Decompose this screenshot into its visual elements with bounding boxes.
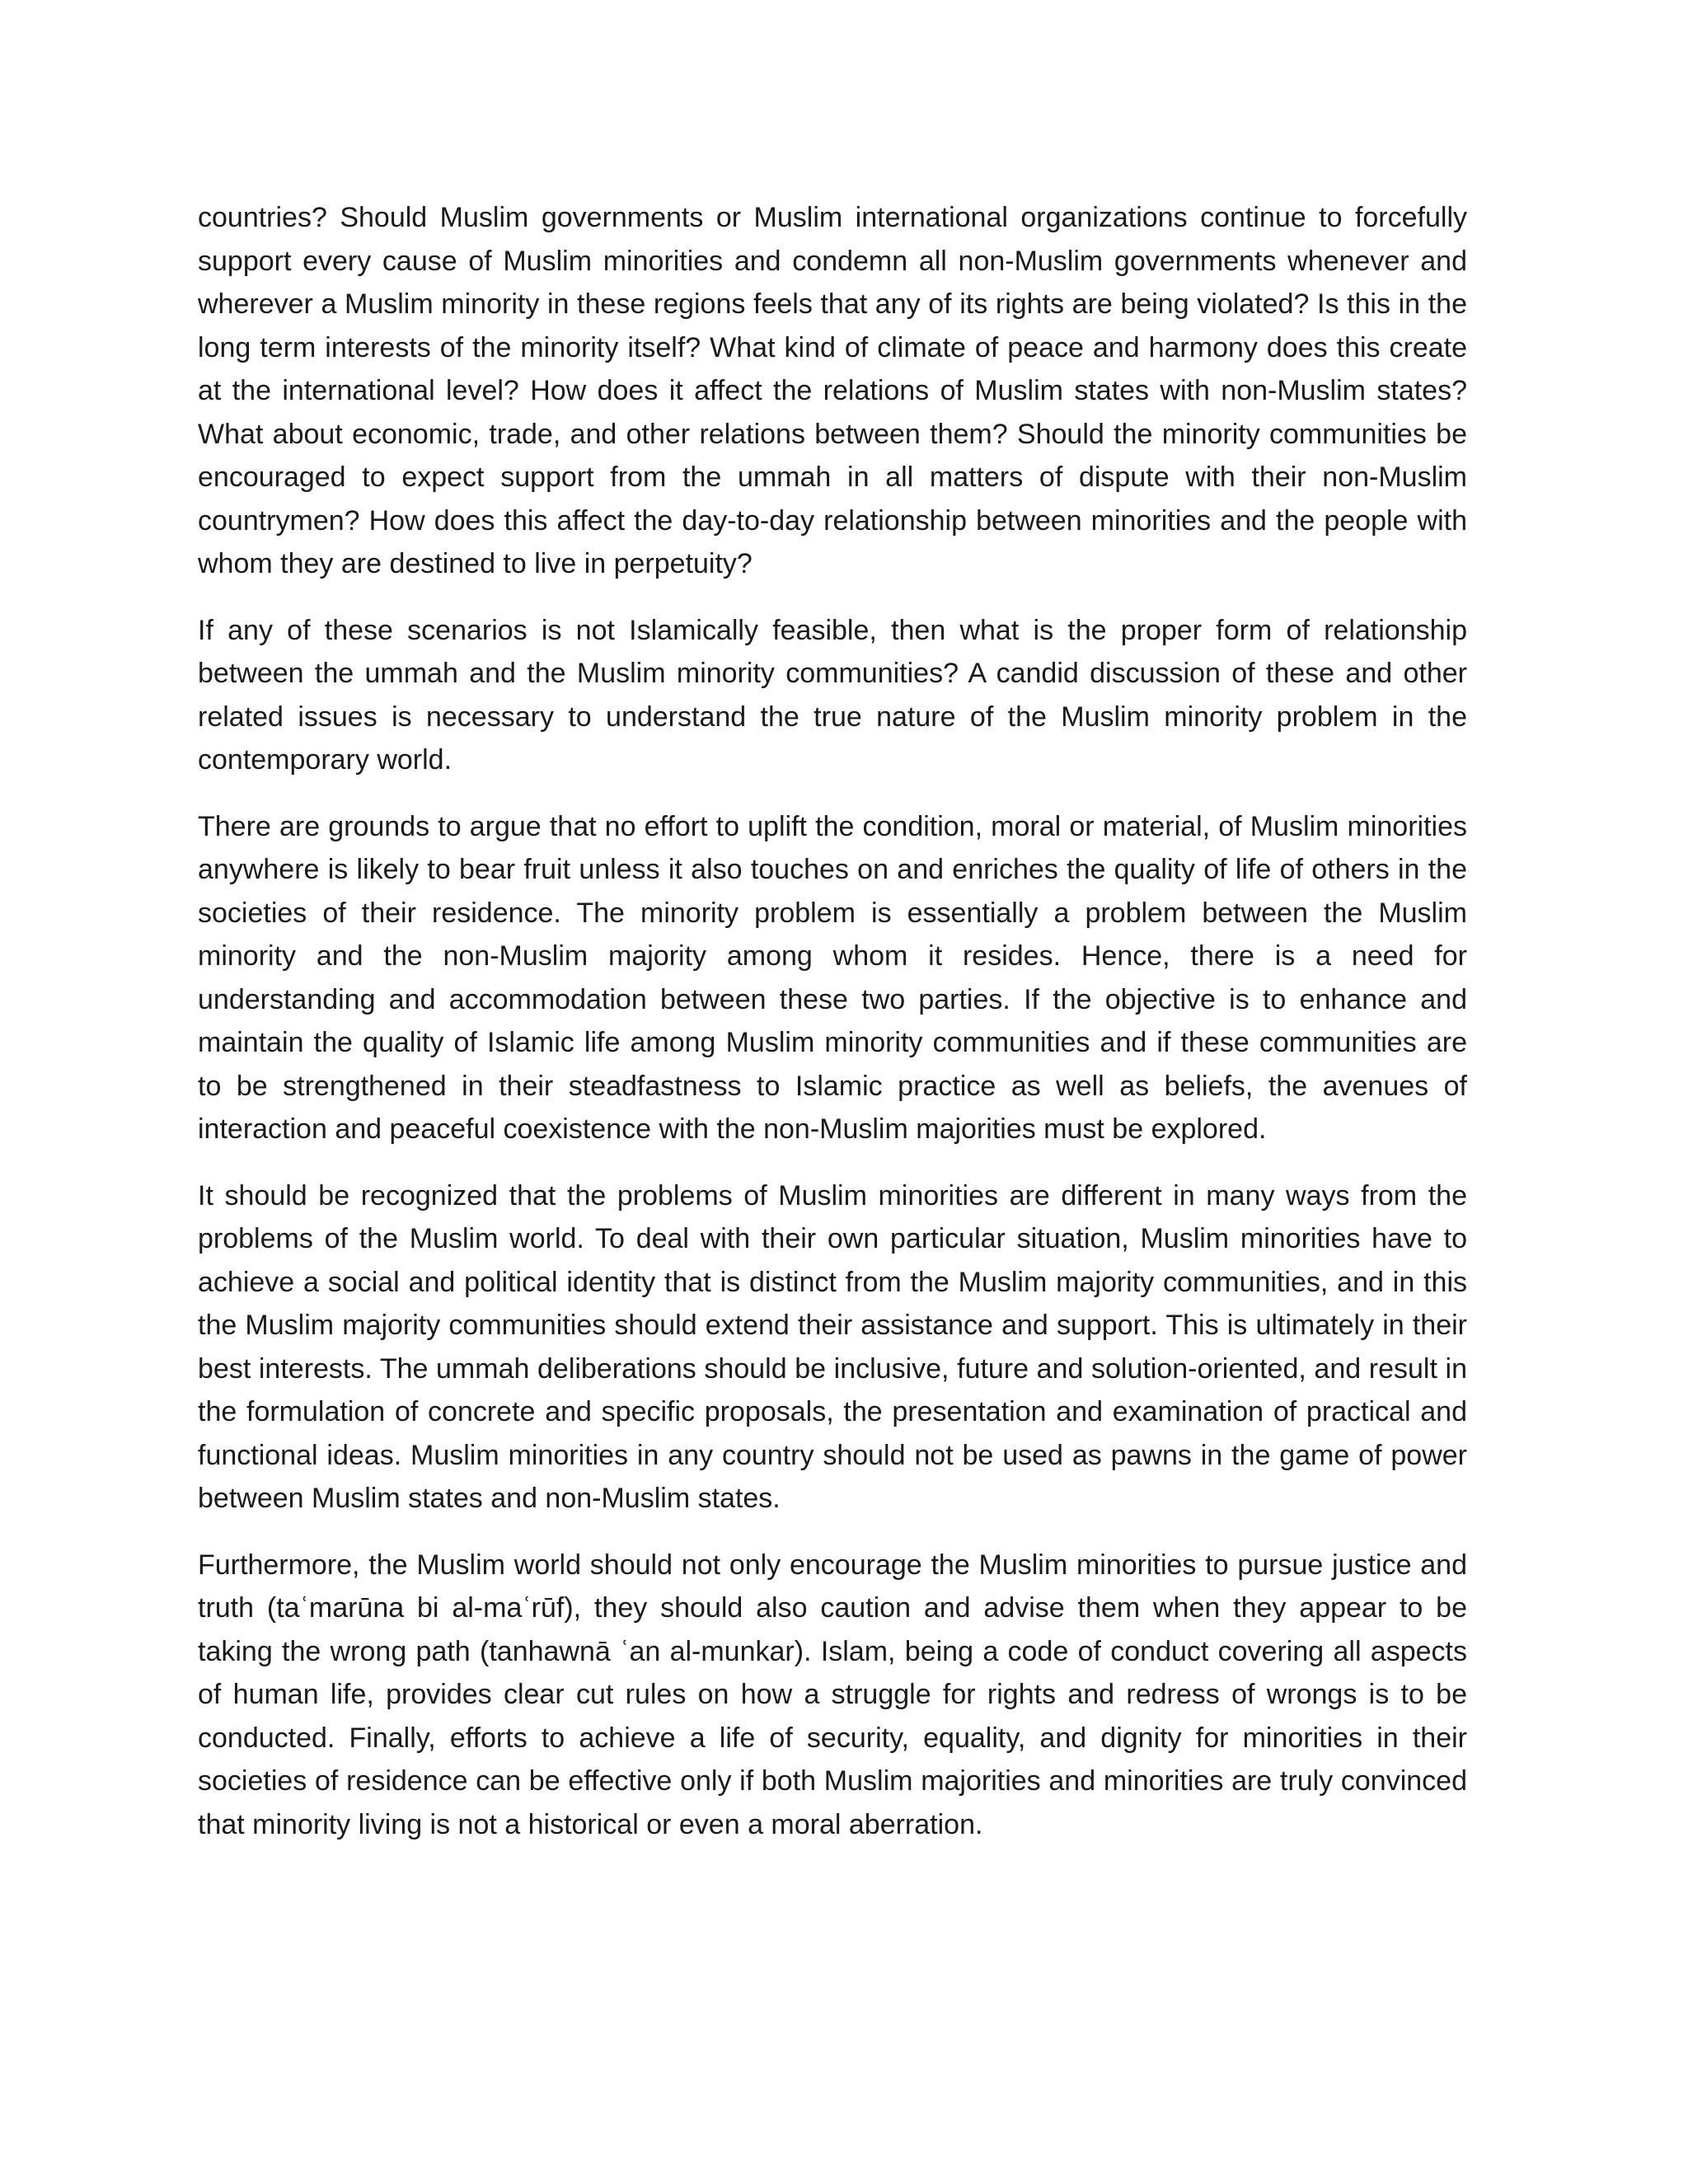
paragraph-2: If any of these scenarios is not Islamically feasible, then what is the proper form of relationship between the ummah and the Muslim minority communities? A candid discussion of these and other related issues is necessary to understand the true nature of the Muslim minority problem in the contemporary world.: [198, 614, 1467, 776]
paragraph-4: It should be recognized that the problems of Muslim minorities are different in many ways from the problems of the Muslim world. To deal with their own particular situation, Muslim minorities have to achieve a social and political identity that is distinct from the Muslim majority communities, and in this the Muslim majority communities should extend their assistance and support. This is ultimately in their best interests. The ummah deliberations should be inclusive, future and solution-oriented, and result in the formulation of concrete and specific proposals, the presentation and examination of practical and functional ideas. Muslim minorities in any country should not be used as pawns in the game of power between Muslim states and non-Muslim states.: [198, 1179, 1467, 1514]
document-page: [198, 196, 1467, 1846]
paragraph-3: There are grounds to argue that no effort to uplift the condition, moral or material, of Muslim minorities anywhere is likely to bear fruit unless it also touches on and enriches the quality of life of others in the societies of their residence. The minority problem is essentially a problem between the Muslim minority and the non-Muslim majority among whom it resides. Hence, there is a need for understanding and accommodation between these two parties. If the objective is to enhance and maintain the quality of Islamic life among Muslim minority communities and if these communities are to be strengthened in their steadfastness to Islamic practice as well as beliefs, the avenues of interaction and peaceful coexistence with the non-Muslim majorities must be explored.: [198, 810, 1467, 1145]
paragraph-5: Furthermore, the Muslim world should not only encourage the Muslim minorities to pursue justice and truth (taʿmarūna bi al-maʿrūf), they should also caution and advise them when they appear to be taking the wrong path (tanhawnā ʿan al-munkar). Islam, being a code of conduct covering all aspects of human life, provides clear cut rules on how a struggle for rights and redress of wrongs is to be conducted. Finally, efforts to achieve a life of security, equality, and dignity for minorities in their societies of residence can be effective only if both Muslim majorities and minorities are truly convinced that minority living is not a historical or even a moral aberration.: [198, 1549, 1467, 1840]
paragraph-1: countries? Should Muslim governments or Muslim international organizations continue to forcefully support every cause of Muslim minorities and condemn all non-Muslim governments whenever and wherever a Muslim minority in these regions feels that any of its rights are being violated? Is this in the long term interests of the minority itself? What kind of climate of peace and harmony does this create at the international level? How does it affect the relations of Muslim states with non-Muslim states? What about economic, trade, and other relations between them? Should the minority communities be encouraged to expect support from the ummah in all matters of dispute with their non-Muslim countrymen? How does this affect the day-to-day relationship between minorities and the people with whom they are destined to live in perpetuity?: [198, 202, 1467, 579]
